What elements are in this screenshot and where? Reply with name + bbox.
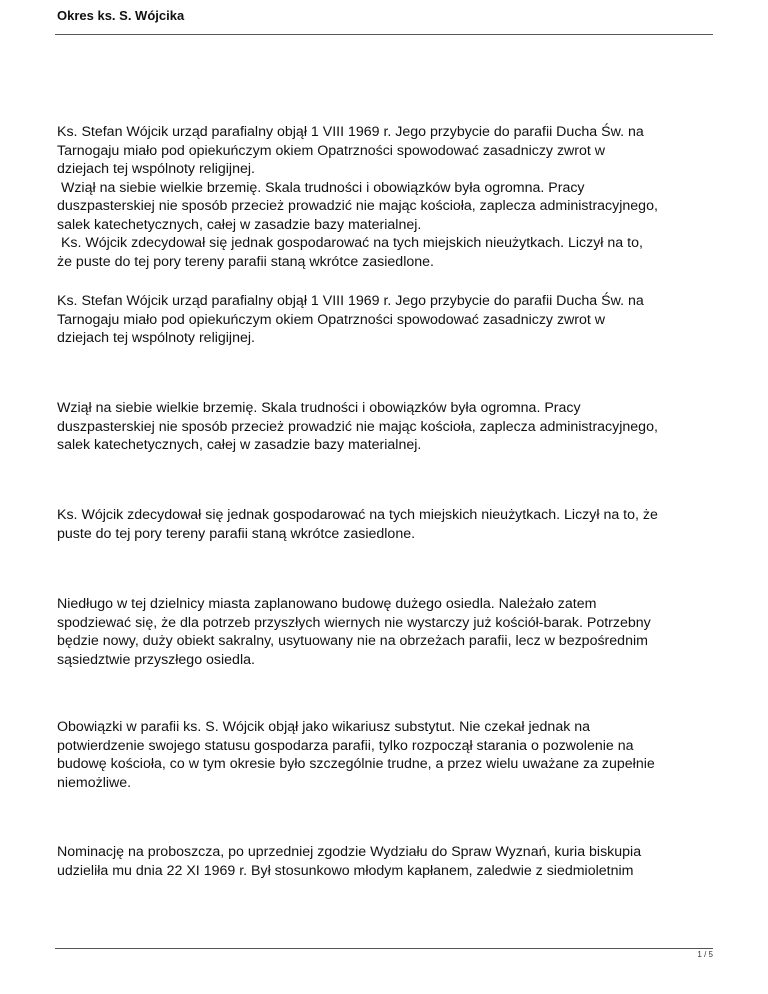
text-line: salek katechetycznych, całej w zasadzie bazy materialnej. <box>57 216 422 233</box>
footer-divider <box>55 948 713 949</box>
text-line: dziejach tej wspólnoty religijnej. <box>57 330 255 346</box>
text-block-1 <box>57 123 722 271</box>
text-block-5 <box>57 595 722 669</box>
header-divider <box>55 34 713 35</box>
document-title: Okres ks. S. Wójcika <box>57 8 185 23</box>
text-line: puste do tej pory tereny parafii staną wkrótce zasiedlone. <box>57 525 416 542</box>
text-line: Ks. Wójcik zdecydował się jednak gospodarować na tych miejskich nieużytkach. Liczył na to, <box>57 235 643 251</box>
text-line: Wziął na siebie wielkie brzemię. Skala trudności i obowiązków była ogromna. Pracy <box>57 400 581 416</box>
text-line: że puste do tej pory tereny parafii staną wkrótce zasiedlone. <box>57 253 434 270</box>
text-line: potwierdzenie swojego statusu gospodarza parafii, tylko rozpoczął starania o pozwolenie na <box>57 737 634 754</box>
text-line: Ks. Wójcik zdecydował się jednak gospodarować na tych miejskich nieużytkach. Liczył na to, że <box>57 507 658 523</box>
text-block-7 <box>57 843 722 880</box>
text-line: sąsiedztwie przyszłego osiedla. <box>57 651 255 668</box>
text-line: duszpasterskiej nie sposób przecież prowadzić nie mając kościoła, zaplecza administracyjnego, <box>57 198 658 214</box>
text-block-4 <box>57 506 722 543</box>
text-line: niemożliwe. <box>57 774 132 791</box>
text-line: Nominację na proboszcza, po uprzedniej zgodzie Wydziału do Spraw Wyznań, kuria biskupia <box>57 844 642 860</box>
text-line: będzie nowy, duży obiekt sakralny, usytuowany nie na obrzeżach parafii, lecz w bezpośrednim <box>57 633 648 649</box>
text-block-6 <box>57 718 722 792</box>
text-line: Tarnogaju miało pod opiekuńczym okiem Opatrzności spowodować zasadniczy zwrot w <box>57 311 606 328</box>
text-line: Ks. Stefan Wójcik urząd parafialny objął 1 VIII 1969 r. Jego przybycie do parafii Ducha Św. na <box>57 124 644 140</box>
text-line: salek katechetycznych, całej w zasadzie bazy materialnej. <box>57 437 422 453</box>
text-line: spodziewać się, że dla potrzeb przyszłych wiernych nie wystarczy już kościół-barak. Potrzebny <box>57 614 651 631</box>
text-line: duszpasterskiej nie sposób przecież prowadzić nie mając kościoła, zaplecza administracyjnego, <box>57 418 658 435</box>
text-block-3 <box>57 399 722 455</box>
text-line: Ks. Stefan Wójcik urząd parafialny objął 1 VIII 1969 r. Jego przybycie do parafii Ducha Św. na <box>57 293 644 309</box>
text-line: Niedługo w tej dzielnicy miasta zaplanowano budowę dużego osiedla. Należało zatem <box>57 596 597 612</box>
page-number: 1 / 5 <box>697 950 713 959</box>
text-line: dziejach tej wspólnoty religijnej. <box>57 161 255 177</box>
text-line: Obowiązki w parafii ks. S. Wójcik objął jako wikariusz substytut. Nie czekał jednak na <box>57 719 591 735</box>
text-line: budowę kościoła, co w tym okresie było szczególnie trudne, a przez wielu uważane za zupełnie <box>57 756 655 772</box>
text-line: Tarnogaju miało pod opiekuńczym okiem Opatrzności spowodować zasadniczy zwrot w <box>57 142 606 159</box>
text-block-2 <box>57 292 722 348</box>
text-line: udzieliła mu dnia 22 XI 1969 r. Był stosunkowo młodym kapłanem, zaledwie z siedmioletnim <box>57 862 634 879</box>
text-line: Wziął na siebie wielkie brzemię. Skala trudności i obowiązków była ogromna. Pracy <box>57 179 585 196</box>
